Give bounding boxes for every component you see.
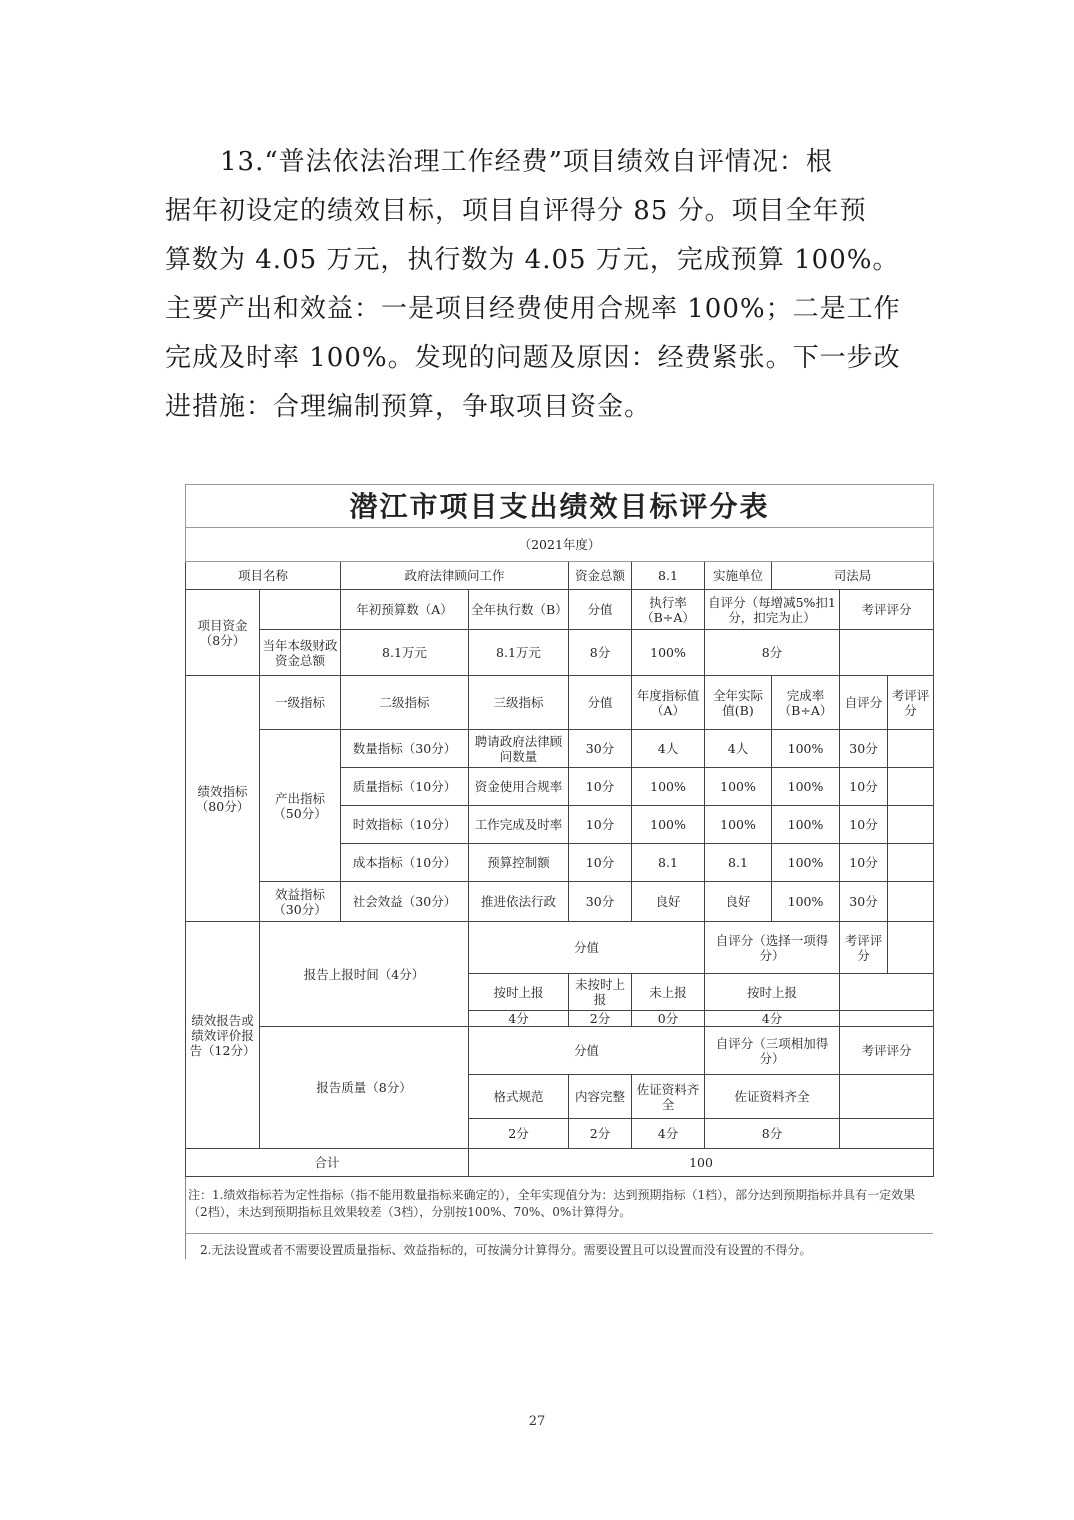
cell-label: 实施单位 — [705, 562, 772, 590]
table-cell: 4分 — [469, 1011, 569, 1027]
table-cell: 10分 — [569, 768, 632, 806]
cell-label: 资金总额 — [569, 562, 632, 590]
paragraph-line: 13.“普法依法治理工作经费”项目绩效自评情况：根 — [220, 147, 833, 177]
cell-label: 项目名称 — [186, 562, 341, 590]
table-cell: 10分 — [840, 768, 888, 806]
table-cell — [888, 922, 934, 974]
note-2 — [186, 1233, 933, 1259]
table-cell: 推进依法行政 — [469, 882, 569, 922]
cell-value: 司法局 — [772, 562, 934, 590]
cell-value: 8分 — [569, 630, 632, 676]
table-cell: 社会效益（30分） — [341, 882, 469, 922]
col-header: 自评分（每增减5%扣1分，扣完为止） — [705, 590, 840, 630]
cell-value: 8.1 — [632, 562, 705, 590]
table-cell: 2分 — [569, 1119, 632, 1149]
paragraph-line: 据年初设定的绩效目标，项目自评得分 85 分。项目全年预 — [165, 196, 867, 226]
col-header: 年初预算数（A） — [341, 590, 469, 630]
table-cell: 100% — [632, 806, 705, 844]
table-title: 潜江市项目支出绩效目标评分表 — [186, 485, 934, 528]
table-cell: 成本指标（10分） — [341, 844, 469, 882]
table-cell: 4人 — [705, 730, 772, 768]
col-header: 年度指标值（A） — [632, 676, 705, 730]
time-label: 报告上报时间（4分） — [260, 922, 469, 1027]
note-1: 注：1.绩效指标若为定性指标（指不能用数量指标来确定的），全年实现值分为：达到预期指标（1档），部分达到预期指标并具有一定效果（2档），未达到预期指标且效果较差（3档），分别按100%、70%、0%计算得分。 — [188, 1188, 916, 1219]
col-header: 全年实际值(B) — [705, 676, 772, 730]
page-number: 27 — [528, 1414, 546, 1429]
cell-value: 100% — [632, 630, 705, 676]
table-cell: 10分 — [569, 844, 632, 882]
table-cell: 8分 — [705, 1119, 840, 1149]
cell-empty — [260, 590, 341, 630]
table-cell: 良好 — [705, 882, 772, 922]
col-header: 分值 — [569, 676, 632, 730]
cell-value — [840, 630, 934, 676]
body-paragraph — [165, 138, 925, 432]
table-cell: 时效指标（10分） — [341, 806, 469, 844]
table-cell: 分值 — [469, 922, 705, 974]
note-2-text: 2.无法设置或者不需要设置质量指标、效益指标的，可按满分计算得分。需要设置且可以设置而没有设置的不得分。 — [200, 1243, 812, 1257]
score-table-container — [185, 484, 933, 1259]
table-cell: 2分 — [569, 1011, 632, 1027]
indicator-label: 绩效指标（80分） — [186, 676, 260, 922]
table-cell: 自评分（选择一项得分） — [705, 922, 840, 974]
table-cell: 工作完成及时率 — [469, 806, 569, 844]
table-cell: 聘请政府法律顾问数量 — [469, 730, 569, 768]
col-header: 完成率（B÷A） — [772, 676, 840, 730]
col-header: 分值 — [569, 590, 632, 630]
total-label: 合计 — [186, 1149, 469, 1177]
report-label: 绩效报告或绩效评价报告（12分） — [186, 922, 260, 1149]
table-notes — [185, 1177, 933, 1259]
table-cell: 100% — [772, 844, 840, 882]
col-header: 执行率（B÷A） — [632, 590, 705, 630]
table-cell: 未上报 — [632, 974, 705, 1011]
table-cell — [888, 730, 934, 768]
table-cell — [840, 974, 934, 1011]
table-cell: 考评评分 — [840, 922, 888, 974]
table-cell: 4分 — [705, 1011, 840, 1027]
table-cell: 按时上报 — [705, 974, 840, 1011]
table-cell: 4人 — [632, 730, 705, 768]
table-cell — [888, 844, 934, 882]
table-cell: 100% — [772, 768, 840, 806]
fund-label: 项目资金（8分） — [186, 590, 260, 676]
table-cell — [888, 806, 934, 844]
table-cell — [888, 768, 934, 806]
paragraph-line: 算数为 4.05 万元，执行数为 4.05 万元，完成预算 100%。 — [165, 245, 900, 275]
table-cell: 30分 — [569, 730, 632, 768]
table-cell: 100% — [632, 768, 705, 806]
total-value: 100 — [469, 1149, 934, 1177]
table-cell: 100% — [705, 806, 772, 844]
col-header: 自评分 — [840, 676, 888, 730]
table-cell: 资金使用合规率 — [469, 768, 569, 806]
table-cell: 30分 — [840, 730, 888, 768]
cell-label: 当年本级财政资金总额 — [260, 630, 341, 676]
table-cell — [888, 882, 934, 922]
table-cell: 格式规范 — [469, 1075, 569, 1119]
table-cell: 10分 — [569, 806, 632, 844]
table-cell: 按时上报 — [469, 974, 569, 1011]
table-cell: 30分 — [569, 882, 632, 922]
col-header: 考评评分 — [840, 590, 934, 630]
col-header: 三级指标 — [469, 676, 569, 730]
table-cell: 10分 — [840, 844, 888, 882]
score-table — [185, 484, 934, 1177]
quality-label: 报告质量（8分） — [260, 1027, 469, 1149]
table-cell — [840, 1119, 934, 1149]
benefit-label: 效益指标（30分） — [260, 882, 341, 922]
table-cell: 100% — [772, 806, 840, 844]
col-header: 一级指标 — [260, 676, 341, 730]
table-cell: 质量指标（10分） — [341, 768, 469, 806]
col-header: 二级指标 — [341, 676, 469, 730]
table-cell: 30分 — [840, 882, 888, 922]
table-cell: 4分 — [632, 1119, 705, 1149]
paragraph-line: 主要产出和效益：一是项目经费使用合规率 100%；二是工作 — [165, 294, 901, 324]
cell-value: 8.1万元 — [341, 630, 469, 676]
table-cell: 100% — [772, 882, 840, 922]
table-cell: 内容完整 — [569, 1075, 632, 1119]
cell-value: 8.1万元 — [469, 630, 569, 676]
cell-value: 8分 — [705, 630, 840, 676]
table-cell: 预算控制额 — [469, 844, 569, 882]
table-cell: 100% — [705, 768, 772, 806]
table-cell: 数量指标（30分） — [341, 730, 469, 768]
table-cell: 2分 — [469, 1119, 569, 1149]
cell-value: 政府法律顾问工作 — [341, 562, 569, 590]
table-cell: 10分 — [840, 806, 888, 844]
paragraph-line: 进措施：合理编制预算，争取项目资金。 — [165, 392, 652, 422]
table-cell: 8.1 — [632, 844, 705, 882]
table-cell: 未按时上报 — [569, 974, 632, 1011]
table-cell: 0分 — [632, 1011, 705, 1027]
table-cell: 良好 — [632, 882, 705, 922]
table-cell: 佐证资料齐全 — [632, 1075, 705, 1119]
table-cell: 自评分（三项相加得分） — [705, 1027, 840, 1075]
table-cell — [840, 1075, 934, 1119]
paragraph-line: 完成及时率 100%。发现的问题及原因：经费紧张。下一步改 — [165, 343, 901, 373]
table-cell — [840, 1011, 934, 1027]
col-header: 考评评分 — [888, 676, 934, 730]
table-cell: 考评评分 — [840, 1027, 934, 1075]
table-cell: 佐证资料齐全 — [705, 1075, 840, 1119]
table-cell: 8.1 — [705, 844, 772, 882]
output-label: 产出指标（50分） — [260, 730, 341, 882]
table-cell: 分值 — [469, 1027, 705, 1075]
table-cell: 100% — [772, 730, 840, 768]
table-year: （2021年度） — [186, 528, 934, 562]
col-header: 全年执行数（B） — [469, 590, 569, 630]
